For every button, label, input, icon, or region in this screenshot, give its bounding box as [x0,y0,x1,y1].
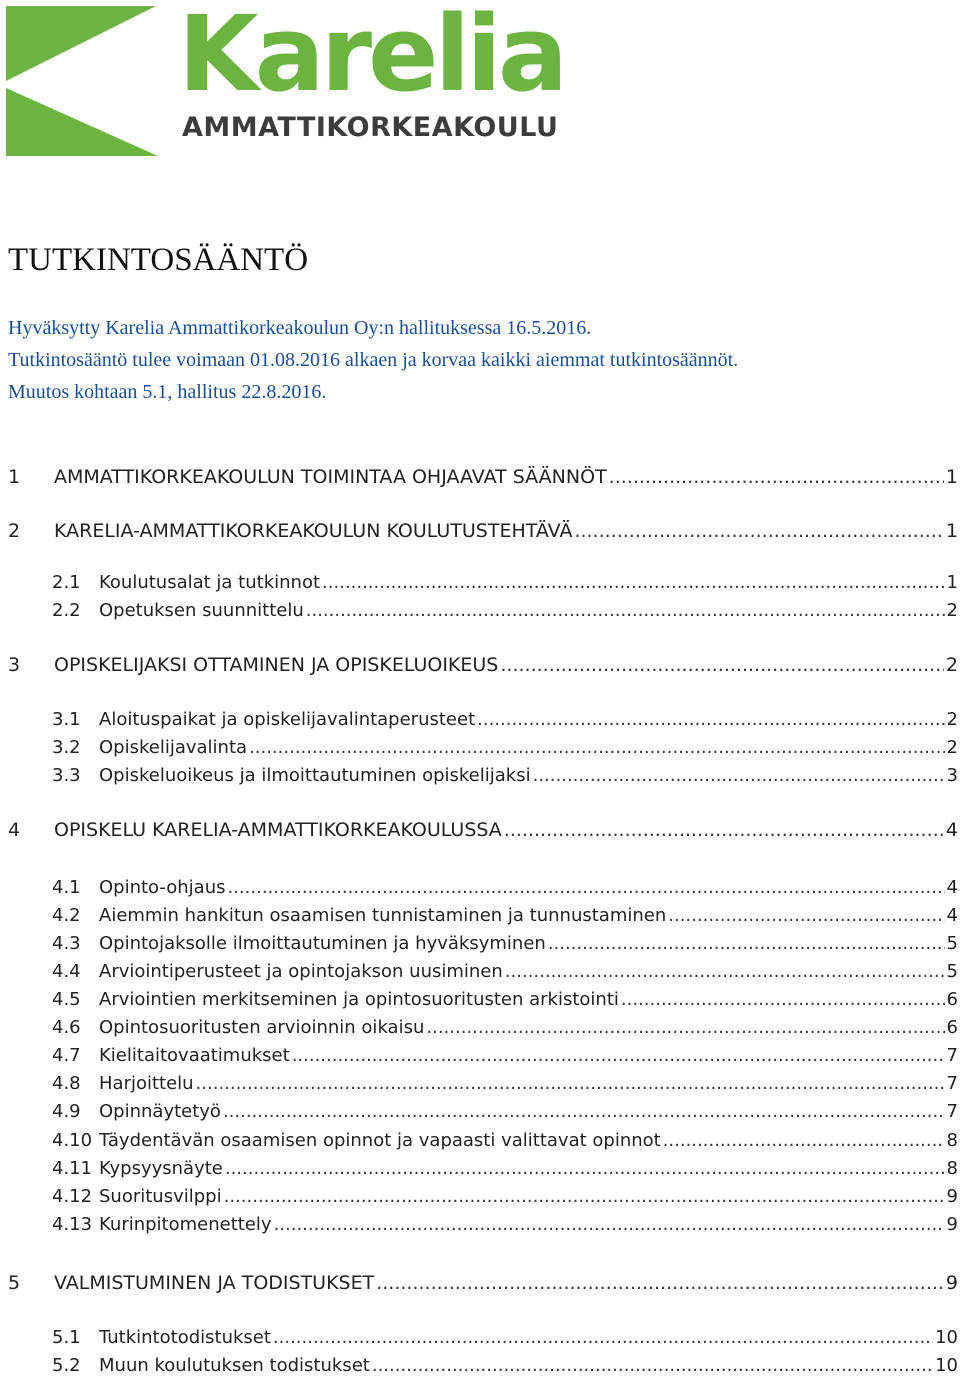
toc-entry-label: Kielitaitovaatimukset [99,1045,290,1066]
toc-entry-page: 10 [935,1355,958,1376]
toc-dot-leader [500,654,944,676]
toc-dot-leader [372,1355,933,1376]
toc-entry-label: Opinto-ohjaus [99,877,226,898]
toc-entry-label: AMMATTIKORKEAKOULUN TOIMINTAA OHJAAVAT SÄÄNNÖT [54,466,607,488]
toc-entry-label: Opiskelijavalinta [99,737,248,758]
toc-dot-leader [273,1327,933,1348]
toc-entry[interactable] [52,1101,958,1129]
toc-entry-number: 5 [8,1272,21,1294]
toc-entry-page: 2 [946,737,958,758]
toc-entry-number: 4.8 [52,1073,81,1094]
intro-line-effective: Tutkintosääntö tulee voimaan 01.08.2016 alkaen ja korvaa kaikki aiemmat tutkintosäännöt. [8,349,739,371]
toc-entry-number: 4.2 [52,905,81,926]
toc-entry-label: Täydentävän osaamisen opinnot ja vapaasti valittavat opinnot [99,1130,661,1151]
toc-entry-page: 4 [946,905,958,926]
toc-entry-page: 9 [945,1272,958,1294]
toc-entry-number: 4.11 [52,1158,93,1179]
toc-entry[interactable] [52,1327,958,1355]
toc-entry[interactable] [52,1045,958,1073]
toc-entry-number: 4.9 [52,1101,81,1122]
toc-entry-page: 10 [935,1327,958,1348]
toc-dot-leader [376,1272,944,1294]
toc-entry-page: 5 [946,933,958,954]
toc-entry[interactable] [52,1186,958,1214]
toc-dot-leader [477,709,944,730]
toc-entry-number: 4.13 [52,1214,93,1235]
toc-entry-number: 4 [8,819,21,841]
intro-block [8,312,948,408]
toc-entry-number: 3 [8,654,21,676]
toc-dot-leader [306,600,945,621]
toc-entry-number: 5.1 [52,1327,81,1348]
toc-entry-label: Opintojaksolle ilmoittautuminen ja hyväksyminen [99,933,546,954]
intro-line-approved: Hyväksytty Karelia Ammattikorkeakoulun Oy:n hallituksessa 16.5.2016. [8,317,592,339]
toc-entry[interactable] [52,1355,958,1383]
toc-entry-page: 7 [946,1073,958,1094]
toc-dot-leader [224,1186,945,1207]
toc-dot-leader [227,877,944,898]
toc-entry-page: 1 [945,520,958,542]
toc-entry[interactable] [52,737,958,765]
toc-entry[interactable] [52,1158,958,1186]
toc-entry-number: 3.2 [52,737,81,758]
toc-entry-page: 1 [945,466,958,488]
toc-dot-leader [621,989,945,1010]
toc-entry-page: 3 [946,765,958,786]
toc-entry[interactable] [52,877,958,905]
toc-entry-number: 5.2 [52,1355,81,1376]
toc-dot-leader [505,961,945,982]
logo-wordmark: Karelia [178,0,565,115]
toc-dot-leader [225,1158,945,1179]
toc-entry[interactable] [52,905,958,933]
toc-entry-number: 2.1 [52,572,81,593]
toc-entry[interactable] [52,765,958,793]
toc-entry[interactable] [8,520,958,548]
toc-entry-page: 7 [946,1045,958,1066]
toc-dot-leader [426,1017,944,1038]
toc-entry[interactable] [8,654,958,682]
toc-entry-label: Tutkintotodistukset [99,1327,271,1348]
toc-dot-leader [533,765,945,786]
toc-entry-page: 4 [946,877,958,898]
toc-entry-number: 4.12 [52,1186,93,1207]
toc-entry-page: 6 [946,989,958,1010]
toc-entry-page: 8 [946,1130,958,1151]
karelia-logo [6,0,566,156]
toc-entry-page: 1 [946,572,958,593]
toc-dot-leader [196,1073,945,1094]
toc-entry-label: Muun koulutuksen todistukset [99,1355,370,1376]
toc-entry-number: 4.3 [52,933,81,954]
toc-entry-label: Suoritusvilppi [99,1186,222,1207]
toc-entry[interactable] [52,933,958,961]
toc-entry-page: 2 [945,654,958,676]
toc-entry[interactable] [8,466,958,494]
toc-entry-label: Opiskeluoikeus ja ilmoittautuminen opiskelijaksi [99,765,531,786]
toc-entry-label: OPISKELU KARELIA-AMMATTIKORKEAKOULUSSA [54,819,502,841]
toc-entry-label: Kurinpitomenettely [99,1214,272,1235]
toc-entry-label: Opintosuoritusten arvioinnin oikaisu [99,1017,425,1038]
toc-entry-page: 7 [946,1101,958,1122]
toc-dot-leader [574,520,943,542]
toc-entry[interactable] [52,572,958,600]
toc-dot-leader [274,1214,945,1235]
logo-mark-icon [6,6,166,156]
toc-entry-number: 3.1 [52,709,81,730]
toc-entry-label: Harjoittelu [99,1073,194,1094]
toc-entry-page: 8 [946,1158,958,1179]
toc-entry-label: Opinnäytetyö [99,1101,221,1122]
toc-dot-leader [249,737,945,758]
toc-entry[interactable] [52,1214,958,1242]
toc-entry-page: 9 [946,1214,958,1235]
toc-entry-number: 4.6 [52,1017,81,1038]
toc-entry-number: 4.4 [52,961,81,982]
toc-entry[interactable] [52,961,958,989]
toc-entry-number: 2 [8,520,21,542]
toc-entry-page: 6 [946,1017,958,1038]
toc-dot-leader [322,572,945,593]
toc-dot-leader [668,905,944,926]
toc-entry[interactable] [8,1272,958,1300]
toc-entry[interactable] [8,819,958,847]
toc-dot-leader [609,466,944,488]
toc-entry-page: 9 [946,1186,958,1207]
toc-entry-number: 4.5 [52,989,81,1010]
toc-entry-label: OPISKELIJAKSI OTTAMINEN JA OPISKELUOIKEUS [54,654,499,676]
toc-dot-leader [663,1130,945,1151]
toc-entry-page: 4 [945,819,958,841]
toc-entry[interactable] [52,989,958,1017]
toc-entry-number: 4.7 [52,1045,81,1066]
toc-dot-leader [504,819,944,841]
toc-entry-number: 3.3 [52,765,81,786]
toc-dot-leader [548,933,945,954]
toc-entry-label: VALMISTUMINEN JA TODISTUKSET [54,1272,375,1294]
toc-entry[interactable] [52,600,958,628]
toc-entry[interactable] [52,1017,958,1045]
toc-entry-number: 1 [8,466,21,488]
intro-line-amendment: Muutos kohtaan 5.1, hallitus 22.8.2016. [8,381,327,403]
toc-entry-label: KARELIA-AMMATTIKORKEAKOULUN KOULUTUSTEHTÄVÄ [54,520,573,542]
toc-entry-label: Aiemmin hankitun osaamisen tunnistaminen ja tunnustaminen [99,905,667,926]
toc-entry-page: 2 [946,600,958,621]
document-title: TUTKINTOSÄÄNTÖ [8,242,309,278]
toc-entry-label: Arviointiperusteet ja opintojakson uusiminen [99,961,503,982]
toc-dot-leader [223,1101,945,1122]
toc-entry-number: 4.10 [52,1130,93,1151]
toc-entry-page: 2 [946,709,958,730]
toc-entry-page: 5 [946,961,958,982]
toc-entry-label: Opetuksen suunnittelu [99,600,304,621]
logo-subtitle: AMMATTIKORKEAKOULU [182,112,559,143]
toc-entry-number: 4.1 [52,877,81,898]
toc-entry-label: Koulutusalat ja tutkinnot [99,572,321,593]
toc-entry-label: Aloituspaikat ja opiskelijavalintaperusteet [99,709,476,730]
toc-entry[interactable] [52,709,958,737]
toc-entry-number: 2.2 [52,600,81,621]
toc-entry-label: Kypsyysnäyte [99,1158,223,1179]
toc-entry[interactable] [52,1130,958,1158]
toc-entry[interactable] [52,1073,958,1101]
toc-dot-leader [292,1045,945,1066]
toc-entry-label: Arviointien merkitseminen ja opintosuoritusten arkistointi [99,989,619,1010]
